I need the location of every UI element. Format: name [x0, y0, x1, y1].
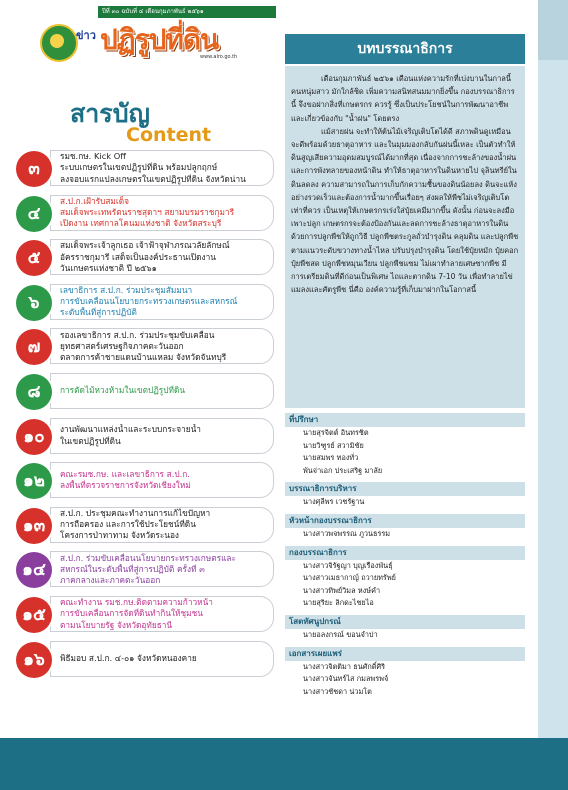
editorial-body — [285, 66, 525, 408]
staff-name: นายสมพร ทองทั่ว — [303, 453, 359, 463]
toc-item-line: การตัดไม้หวงห้ามในเขตปฏิรูปที่ดิน — [60, 385, 186, 396]
editorial-paragraph: แม้สายฝน จะทำให้ต้นไม้เจริญเติบโตได้ดี สภาพดินดูเหมือนจะดีพร้อมด้วยธาตุอาหาร และในมุมมองกลับกันฝนนี้เหละ เป็นตัวทำให้ดินสูญเสียความอุดมสมบูรณ์ได้มากที่สุด เนื่องจากการชะล้างของน้ำฝนและการพังทลายของหน้าดิน ทำให้ธาตุอาหารในดินหายไป จุลินทรีย์ในดินลดลง ความสามารถในการเก็บกักความชื้นของดินน้อยลง ดินจะแห้งอย่างรวดเร็วและต้องการน้ำมากขึ้นเรื่อยๆ ส่งผลให้พืชไม่เจริญเติบโตเท่าที่ควร เป็นเหตุให้เกษตรกรเร่งใส่ปุ๋ยเคมีมากขึ้น ดังนั้น ก่อนจะลงมือเพาะปลูก เกษตรกรจะต้องป้องกันและลดการชะล้างธาตุอาหารในดิน ด้วยการปลูกพืชให้ถูกวิธี ปลูกพืชตระกูลถั่วบำรุงดิน คลุมดิน และปลูกพืชตามแนวระดับขวางทางน้ำไหล ปรับปรุงบำรุงดิน โดยใช้ปุ๋ยหมัก ปุ๋ยคอก ปุ๋ยพืชสด ปลูกพืชหมุนเวียน ปลูกพืชแซม ไม่เผาทำลายเศษซากพืช มีการเตรียมดินที่ดีก่อนเป็นพิเศษ ไถและตากดิน 7-10 วัน เพื่อทำลายไข่แมลงและศัตรูพืช นี่คือ องค์ความรู้ที่เก็บมาฝากในโอกาสนี้ — [291, 126, 519, 295]
toc-item-text — [60, 419, 264, 453]
staff-name-list — [285, 661, 525, 699]
news-label: ข่าว — [76, 29, 96, 42]
editorial-paragraph: เดือนกุมภาพันธ์ ๒๕๖๑ เดือนแห่งความรักที่เบ่งบานในกาลนี้คนหนุ่มสาว มักใกล้ชิด เพิ่มความสนิทสนมมากยิ่งขึ้น กองบรรณาธิการนี้ จึงขอฝากสิ่งที่เกษตรกร ควรรู้ ซึ่งเป็นประโยชน์ในการพัฒนาอาชีพ และเกี่ยวข้องกับ "น้ำฝน" โดยตรง — [291, 74, 515, 123]
staff-name: นางสาวชัชดา น่วมโต — [303, 686, 372, 696]
staff-name: นางสาวจันทร์ไส กมลพรพจ์ — [303, 674, 389, 684]
staff-section-title: เอกสารเผยแพร่ — [285, 647, 525, 661]
staff-name: นางสาวทิพย์วิมล หงษ์คำ — [303, 585, 381, 595]
toc-page-number: ๘ — [16, 374, 52, 410]
toc-page-number: ๑๔ — [16, 552, 52, 588]
toc-item-line: รองเลขาธิการ ส.ป.ก. ร่วมประชุมขับเคลื่อน — [60, 329, 215, 340]
toc-item[interactable] — [10, 371, 278, 411]
toc-item-line: ลงจอบแรกแปลงเกษตรในเขตปฏิรูปที่ดิน จังหวัดน่าน — [60, 173, 246, 184]
staff-name: นายสุรจิตต์ อินทรชิต — [303, 428, 369, 437]
toc-item-line: เปิดงาน เทศกาลโคนมแห่งชาติ จังหวัดสระบุรี — [60, 218, 222, 229]
toc-item-line: สหกรณ์ในระดับพื้นที่สู่การปฏิบัติ ครั้งที่ ๓ — [60, 563, 205, 574]
toc-page-number: ๗ — [16, 329, 52, 365]
toc-page-number: ๑๐ — [16, 419, 52, 455]
staff-credits — [285, 408, 525, 698]
toc-item[interactable] — [10, 326, 278, 366]
toc-page-number: ๑๖ — [16, 642, 52, 678]
toc-item-line: ตลาดการค้าชายแดนบ้านแหลม จังหวัดจันทบุรี — [60, 351, 227, 362]
staff-section-title: บรรณาธิการบริหาร — [285, 482, 525, 496]
toc-item-text — [60, 329, 264, 363]
bottom-band — [0, 738, 568, 790]
staff-name: นางสาวจิรัฐญา บุญเรืองพันธุ์ — [303, 560, 393, 570]
toc-item-line: การขับเคลื่อนนโยบายกระทรวงเกษตรและสหกรณ์ — [60, 296, 238, 307]
issue-line: ปีที่ ๓๐ ฉบับที่ ๔ เดือนกุมภาพันธ์ ๒๕๖๑ — [98, 6, 276, 18]
toc-item[interactable] — [10, 505, 278, 545]
staff-name: นางสาวพจพรรณ ภูวนธรรม — [303, 528, 391, 538]
toc-item-line: สมเด็จพระเทพรัตนราชสุดาฯ สยามบรมราชกุมารี — [60, 206, 235, 217]
toc-item[interactable] — [10, 639, 278, 679]
toc-item-line: พิธีมอบ ส.ป.ก. ๔-๐๑ จังหวัดหนองคาย — [60, 652, 197, 663]
toc-page-number: ๔ — [16, 196, 52, 232]
toc-page-number: ๓ — [16, 151, 52, 187]
toc-item-text — [60, 552, 264, 586]
toc-item[interactable] — [10, 460, 278, 500]
masthead — [40, 4, 276, 66]
editorial-header: บทบรรณาธิการ — [285, 34, 525, 64]
toc-item-line: คณะทำงาน รมช.กษ.ติดตามความก้าวหน้า — [60, 597, 213, 608]
toc-item-line: ระดับพื้นที่สู่การปฏิบัติ — [60, 307, 137, 318]
toc-item[interactable] — [10, 594, 278, 634]
toc-item-line: งานพัฒนาแหล่งน้ำและระบบกระจายน้ำ — [60, 424, 201, 435]
staff-name: นางสาวจิตติมา ธนศักดิ์ศิริ — [303, 661, 386, 671]
toc-item-line: ส.ป.ก. ร่วมขับเคลื่อนนโยบายกระทรวงเกษตรและ — [60, 552, 236, 563]
toc-item[interactable] — [10, 193, 278, 233]
toc-item-line: ส.ป.ก. ประชุมคณะทำงานการแก้ไขปัญหา — [60, 507, 211, 518]
toc-item-text — [60, 597, 264, 631]
toc-item-line: การขับเคลื่อนการจัดที่ดินทำกินให้ชุมชน — [60, 608, 203, 619]
toc-item-line: ยุทธศาสตร์เศรษฐกิจภาคตะวันออก — [60, 340, 184, 351]
right-edge-strip-top — [538, 0, 568, 60]
toc-item-text — [60, 508, 264, 542]
toc-item-line: วันเกษตรแห่งชาติ ปี ๒๕๖๑ — [60, 262, 157, 273]
toc-item[interactable] — [10, 416, 278, 456]
toc-item-line: คณะรมช.กษ. และเลขาธิการ ส.ป.ก. — [60, 468, 190, 479]
toc-item-line: อัครราชกุมารี เสด็จเป็นองค์ประธานเปิดงาน — [60, 251, 216, 262]
staff-name: นายอลงกรณ์ ขอนจำปา — [303, 629, 378, 639]
staff-section-title: โสตทัศนูปกรณ์ — [285, 615, 525, 629]
toc-item[interactable] — [10, 549, 278, 589]
toc-title-english: Content — [126, 124, 212, 146]
toc-item-line: รมช.กษ. Kick Off — [60, 151, 126, 162]
toc-item-text — [60, 285, 264, 319]
toc-page-number: ๕ — [16, 240, 52, 276]
toc-title-thai: สารบัญ — [70, 99, 150, 128]
staff-name: นายสุริยะ ลิกดะไชยไอ — [303, 598, 374, 608]
toc-page-number: ๑๕ — [16, 597, 52, 633]
toc-item-line: สมเด็จพระเจ้าลูกเธอ เจ้าฟ้าจุฬาภรณวลัยลักษณ์ — [60, 240, 230, 251]
toc-item-line: ในเขตปฏิรูปที่ดิน — [60, 435, 121, 446]
staff-name-list — [285, 629, 525, 642]
staff-section-title: หัวหน้ากองบรรณาธิการ — [285, 514, 525, 528]
toc-item-text — [60, 642, 264, 676]
staff-name-list — [285, 560, 525, 610]
staff-name-list — [285, 528, 525, 541]
staff-name: นายวิฑูรย์ สวามิชัย — [303, 440, 364, 450]
toc-item-line: ตามนโยบายรัฐ จังหวัดอุทัยธานี — [60, 619, 173, 630]
alro-logo-icon — [40, 24, 78, 62]
masthead-title: ปฏิรูปที่ดิน — [100, 23, 219, 56]
staff-section-title: กองบรรณาธิการ — [285, 546, 525, 560]
toc-item[interactable] — [10, 237, 278, 277]
staff-name: พันจ่าเอก ประเสริฐ มาลัย — [303, 465, 383, 475]
staff-name-list — [285, 427, 525, 477]
toc-page-number: ๖ — [16, 285, 52, 321]
toc-page-number: ๑๒ — [16, 463, 52, 499]
toc-item-line: การถือครอง และการใช้ประโยชน์ที่ดิน — [60, 519, 196, 530]
toc-page-number: ๑๓ — [16, 508, 52, 544]
staff-name: นางศุลีพร เวชรัฐาน — [303, 497, 365, 507]
staff-name-list — [285, 496, 525, 509]
toc-item[interactable] — [10, 148, 278, 188]
staff-section-title: ที่ปรึกษา — [285, 413, 525, 427]
toc-item-text — [60, 463, 264, 497]
toc-item[interactable] — [10, 282, 278, 322]
toc-item-line: ระบบเกษตรในเขตปฏิรูปที่ดิน พร้อมปลูกฤกษ์ — [60, 162, 218, 173]
toc-item-line: ส.ป.ก.เฝ้ารับสมเด็จ — [60, 195, 129, 206]
masthead-sub-line: www.alro.go.th — [200, 54, 238, 60]
right-edge-strip — [538, 0, 568, 738]
toc-item-text — [60, 240, 264, 274]
staff-name: นางสาวเมธากาญ์ ถวายทรัพย์ — [303, 573, 396, 583]
toc-item-text — [60, 374, 264, 408]
toc-item-line: เลขาธิการ ส.ป.ก. ร่วมประชุมสัมมนา — [60, 284, 193, 295]
toc-item-line: ภาคกลางและภาคตะวันออก — [60, 574, 161, 585]
toc-item-line: ลงพื้นที่ตรวจราชการจังหวัดเชียงใหม่ — [60, 480, 191, 491]
toc-item-text — [60, 151, 264, 185]
toc-item-line: โครงการป่าทาทาม จังหวัดระนอง — [60, 530, 179, 541]
toc-item-text — [60, 196, 264, 230]
